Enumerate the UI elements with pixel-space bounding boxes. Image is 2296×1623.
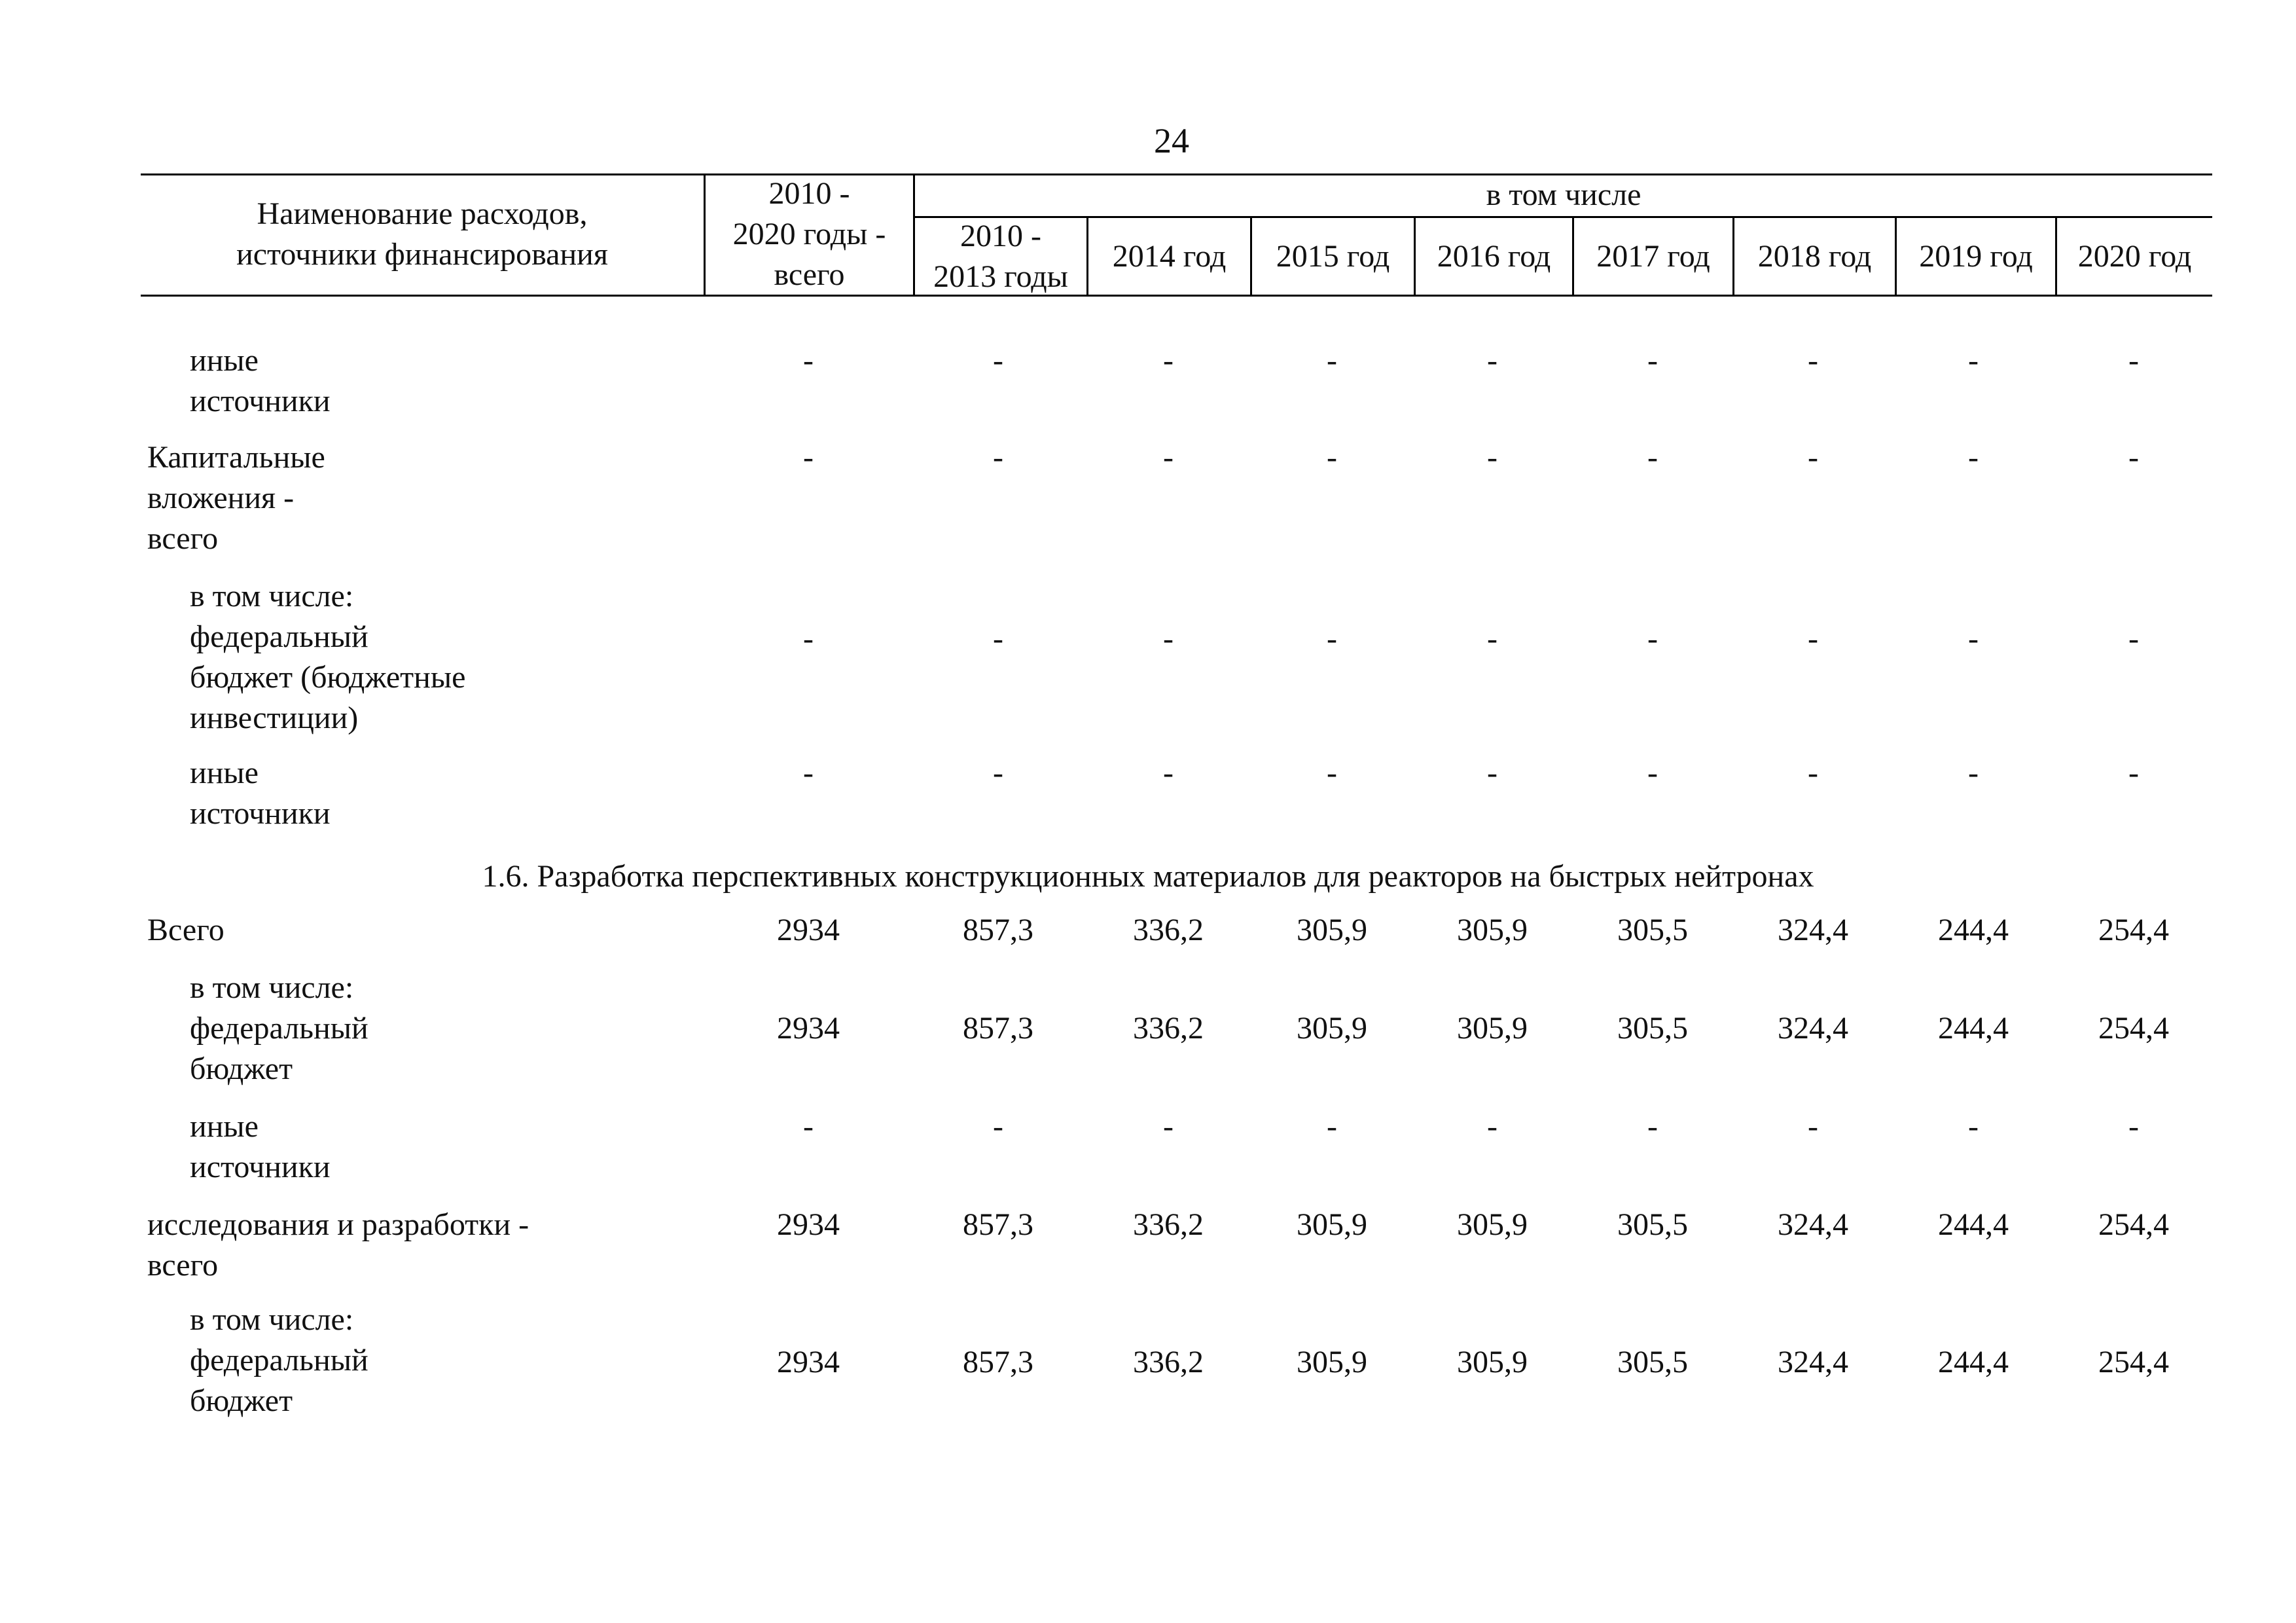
value-cell: 324,4 [1778, 913, 1848, 947]
value-cell: - [1327, 343, 1337, 378]
value-cell: 324,4 [1778, 1345, 1848, 1379]
value-cell: 857,3 [963, 1011, 1033, 1046]
row-label: иные источники [190, 1109, 331, 1184]
header-year-2015: 2015 год [1276, 238, 1390, 274]
value-cell: - [1327, 1109, 1337, 1144]
value-cell: 305,5 [1617, 1345, 1688, 1379]
value-cell: - [1327, 440, 1337, 475]
value-cell: - [1163, 343, 1174, 378]
table-header [141, 173, 2212, 304]
value-cell: 336,2 [1133, 913, 1204, 947]
value-cell: - [1808, 756, 1818, 790]
value-cell: 244,4 [1938, 1207, 2009, 1242]
header-year-2014: 2014 год [1112, 238, 1227, 274]
value-cell: 305,9 [1297, 913, 1367, 947]
header-bottom-rule [141, 295, 2212, 297]
value-cell: - [1487, 621, 1498, 656]
value-cell: 305,9 [1297, 1011, 1367, 1046]
value-cell: 336,2 [1133, 1345, 1204, 1379]
value-cell: - [2128, 1109, 2139, 1144]
value-cell: - [1808, 440, 1818, 475]
value-cell: - [1487, 343, 1498, 378]
value-cell: - [1647, 621, 1658, 656]
value-cell: 244,4 [1938, 1011, 2009, 1046]
value-cell: - [1968, 1109, 1979, 1144]
value-cell: - [2128, 756, 2139, 790]
value-cell: - [1968, 756, 1979, 790]
header-year-2010-2013: 2010 - 2013 годы [933, 218, 1068, 294]
row-label: в том числе: федеральный бюджет (бюджетные инвестиции) [190, 579, 466, 735]
value-cell: 305,5 [1617, 1011, 1688, 1046]
value-cell: 305,9 [1457, 1345, 1528, 1379]
value-cell: 244,4 [1938, 1345, 2009, 1379]
value-cell: 2934 [777, 1207, 840, 1242]
value-cell: 2934 [777, 1011, 840, 1046]
value-cell: 857,3 [963, 1207, 1033, 1242]
value-cell: 2934 [777, 913, 840, 947]
value-cell: - [803, 756, 814, 790]
header-total-column: 2010 - 2020 годы - всего [732, 175, 886, 292]
value-cell: - [803, 343, 814, 378]
value-cell: - [993, 1109, 1003, 1144]
row-label: Всего [147, 913, 224, 947]
value-cell: 324,4 [1778, 1207, 1848, 1242]
section-title: 1.6. Разработка перспективных конструкционных материалов для реакторов на быстрых нейтронах [482, 859, 1814, 894]
value-cell: - [1808, 1109, 1818, 1144]
value-cell: - [2128, 621, 2139, 656]
header-year-2020: 2020 год [2077, 238, 2192, 274]
value-cell: 305,5 [1617, 1207, 1688, 1242]
value-cell: - [1647, 343, 1658, 378]
value-cell: 305,5 [1617, 913, 1688, 947]
value-cell: - [803, 621, 814, 656]
value-cell: - [1647, 440, 1658, 475]
value-cell: 254,4 [2098, 1345, 2169, 1379]
value-cell: - [1647, 756, 1658, 790]
row-label: иные источники [190, 343, 331, 418]
value-cell: - [1487, 440, 1498, 475]
value-cell: - [993, 440, 1003, 475]
value-cell: - [1808, 343, 1818, 378]
value-cell: - [2128, 440, 2139, 475]
value-cell: - [1163, 1109, 1174, 1144]
header-year-2018: 2018 год [1757, 238, 1872, 274]
header-year-2019: 2019 год [1919, 238, 2033, 274]
value-cell: - [1327, 621, 1337, 656]
value-cell: - [1808, 621, 1818, 656]
value-cell: - [1647, 1109, 1658, 1144]
value-cell: 857,3 [963, 1345, 1033, 1379]
value-cell: 305,9 [1457, 913, 1528, 947]
header-name-column: Наименование расходов, источники финансирования [236, 196, 608, 272]
value-cell: 254,4 [2098, 913, 2169, 947]
row-label: исследования и разработки - всего [147, 1207, 529, 1283]
header-year-2016: 2016 год [1437, 238, 1551, 274]
value-cell: - [1487, 1109, 1498, 1144]
page-number: 24 [1154, 121, 1189, 160]
value-cell: - [1163, 621, 1174, 656]
value-cell: 336,2 [1133, 1207, 1204, 1242]
value-cell: 324,4 [1778, 1011, 1848, 1046]
value-cell: 254,4 [2098, 1011, 2169, 1046]
value-cell: - [2128, 343, 2139, 378]
header-year-2017: 2017 год [1596, 238, 1710, 274]
value-cell: 254,4 [2098, 1207, 2169, 1242]
value-cell: - [1968, 621, 1979, 656]
value-cell: 244,4 [1938, 913, 2009, 947]
value-cell: 2934 [777, 1345, 840, 1379]
value-cell: - [803, 1109, 814, 1144]
row-label: в том числе: федеральный бюджет [190, 970, 368, 1086]
row-label: в том числе: федеральный бюджет [190, 1302, 368, 1418]
value-cell: 305,9 [1297, 1207, 1367, 1242]
value-cell: - [1487, 756, 1498, 790]
value-cell: - [1968, 343, 1979, 378]
value-cell: - [1968, 440, 1979, 475]
value-cell: 305,9 [1457, 1011, 1528, 1046]
value-cell: 336,2 [1133, 1011, 1204, 1046]
value-cell: - [1163, 440, 1174, 475]
value-cell: - [993, 343, 1003, 378]
value-cell: - [1163, 756, 1174, 790]
value-cell: 305,9 [1457, 1207, 1528, 1242]
value-cell: - [1327, 756, 1337, 790]
value-cell: 857,3 [963, 913, 1033, 947]
row-label: Капитальные вложения - всего [147, 440, 325, 556]
value-cell: - [993, 756, 1003, 790]
value-cell: - [993, 621, 1003, 656]
row-label: иные источники [190, 756, 331, 831]
value-cell: 305,9 [1297, 1345, 1367, 1379]
header-including: в том числе [1486, 177, 1641, 212]
value-cell: - [803, 440, 814, 475]
